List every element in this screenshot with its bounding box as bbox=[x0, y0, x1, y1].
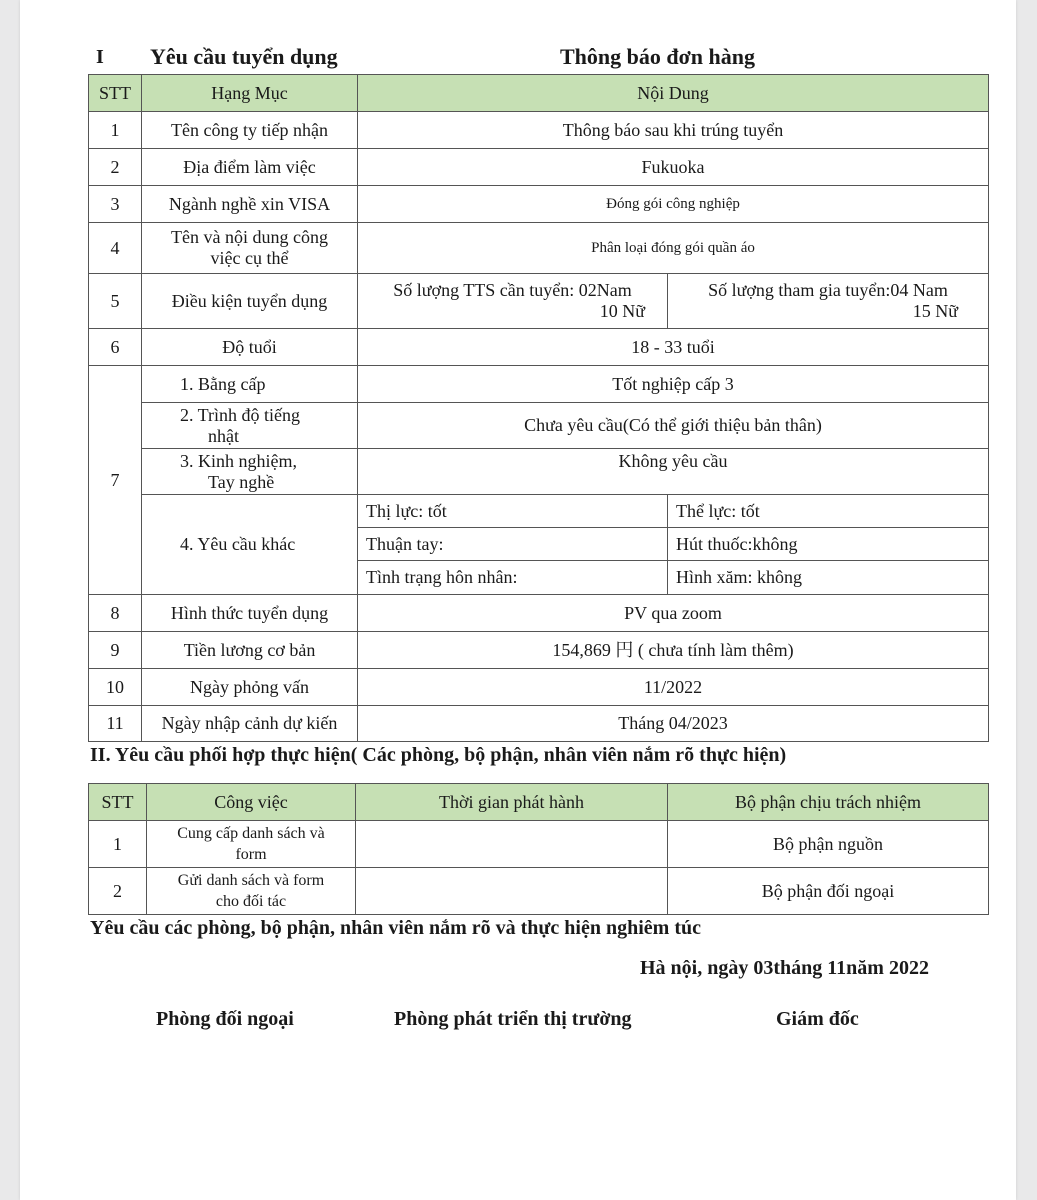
row-item: 1. Bằng cấp bbox=[142, 366, 358, 403]
row-content: Phân loại đóng gói quần áo bbox=[358, 223, 989, 274]
document-page bbox=[20, 0, 1016, 1200]
row-item bbox=[142, 223, 358, 274]
table-row bbox=[89, 706, 989, 742]
row-responsible-dept: Bộ phận nguồn bbox=[668, 821, 989, 868]
row-content: Không yêu cầu bbox=[358, 449, 989, 495]
row-task-line: Gửi danh sách và form bbox=[177, 872, 325, 889]
row-stt: 2 bbox=[89, 868, 147, 915]
row-task-line: cho đối tác bbox=[215, 893, 287, 910]
row-item-line: nhật bbox=[208, 425, 239, 446]
row-stt: 3 bbox=[89, 186, 142, 223]
other-requirement-cell: Thể lực: tốt bbox=[668, 495, 989, 528]
table-row bbox=[89, 274, 989, 329]
section-title: Yêu cầu tuyển dụng bbox=[150, 44, 338, 69]
row-content: Đóng gói công nghiệp bbox=[358, 186, 989, 223]
row-item: Địa điểm làm việc bbox=[142, 149, 358, 186]
table-row bbox=[89, 329, 989, 366]
header-release-time: Thời gian phát hành bbox=[356, 784, 668, 821]
row-item: Ngày phỏng vấn bbox=[142, 669, 358, 706]
trainee-quota-cell bbox=[358, 274, 668, 329]
row-item: Ngày nhập cảnh dự kiến bbox=[142, 706, 358, 742]
trainee-quota-line: Số lượng TTS cần tuyển: 02Nam bbox=[393, 280, 632, 300]
row-item: Độ tuổi bbox=[142, 329, 358, 366]
header-responsible-dept: Bộ phận chịu trách nhiệm bbox=[668, 784, 989, 821]
row-content: 11/2022 bbox=[358, 669, 989, 706]
header-stt: STT bbox=[89, 784, 147, 821]
row-item-line: 2. Trình độ tiếng bbox=[180, 404, 301, 425]
table-row bbox=[89, 186, 989, 223]
header-stt: STT bbox=[89, 75, 142, 112]
row-content: 154,869 円 ( chưa tính làm thêm) bbox=[358, 632, 989, 669]
row-task-line: form bbox=[235, 846, 267, 863]
table-row bbox=[89, 632, 989, 669]
other-requirement-cell: Tình trạng hôn nhân: bbox=[358, 561, 668, 595]
table-row bbox=[89, 223, 989, 274]
row-responsible-dept: Bộ phận đối ngoại bbox=[668, 868, 989, 915]
table-row bbox=[89, 403, 989, 449]
row-content: Thông báo sau khi trúng tuyển bbox=[358, 112, 989, 149]
row-content: Fukuoka bbox=[358, 149, 989, 186]
row-stt: 4 bbox=[89, 223, 142, 274]
coordination-table bbox=[88, 783, 989, 915]
signature-director: Giám đốc bbox=[776, 1008, 859, 1030]
section-number: I bbox=[96, 46, 104, 68]
date-line: Hà nội, ngày 03tháng 11năm 2022 bbox=[640, 957, 929, 979]
participant-quota-cell bbox=[668, 274, 989, 329]
row-stt: 2 bbox=[89, 149, 142, 186]
row-task-line: Cung cấp danh sách và bbox=[177, 825, 325, 842]
trainee-quota-line: 10 Nữ bbox=[599, 301, 645, 321]
row-content: Chưa yêu cầu(Có thể giới thiệu bản thân) bbox=[358, 403, 989, 449]
recruitment-table bbox=[88, 74, 989, 742]
row-stt: 11 bbox=[89, 706, 142, 742]
participant-quota-line: Số lượng tham gia tuyển:04 Nam bbox=[708, 280, 948, 300]
instruction-text: Yêu cầu các phòng, bộ phận, nhân viên nắm rõ và thực hiện nghiêm túc bbox=[90, 917, 701, 939]
table-row bbox=[89, 495, 989, 528]
row-item bbox=[142, 449, 358, 495]
row-stt: 7 bbox=[89, 366, 142, 595]
row-stt: 6 bbox=[89, 329, 142, 366]
row-stt: 8 bbox=[89, 595, 142, 632]
row-stt: 1 bbox=[89, 821, 147, 868]
table-row bbox=[89, 821, 989, 868]
row-item: Tên công ty tiếp nhận bbox=[142, 112, 358, 149]
row-release-time bbox=[356, 821, 668, 868]
row-item-line: 3. Kinh nghiệm, bbox=[180, 450, 297, 471]
row-item-line: Tay nghề bbox=[208, 471, 275, 492]
row-content: Tháng 04/2023 bbox=[358, 706, 989, 742]
row-item: Ngành nghề xin VISA bbox=[142, 186, 358, 223]
row-item: Tiền lương cơ bản bbox=[142, 632, 358, 669]
row-item bbox=[142, 403, 358, 449]
table-row bbox=[89, 366, 989, 403]
table-row bbox=[89, 868, 989, 915]
row-item: 4. Yêu cầu khác bbox=[142, 495, 358, 595]
table-row bbox=[89, 595, 989, 632]
other-requirement-cell: Thuận tay: bbox=[358, 528, 668, 561]
other-requirement-cell: Hút thuốc:không bbox=[668, 528, 989, 561]
signature-foreign-affairs: Phòng đối ngoại bbox=[156, 1008, 294, 1030]
row-stt: 1 bbox=[89, 112, 142, 149]
row-release-time bbox=[356, 868, 668, 915]
row-content: 18 - 33 tuổi bbox=[358, 329, 989, 366]
row-item: Hình thức tuyển dụng bbox=[142, 595, 358, 632]
signature-market-development: Phòng phát triển thị trường bbox=[394, 1008, 632, 1030]
table-header-row bbox=[89, 784, 989, 821]
section2-title: II. Yêu cầu phối hợp thực hiện( Các phòng, bộ phận, nhân viên nắm rõ thực hiện) bbox=[90, 744, 787, 766]
row-task bbox=[147, 821, 356, 868]
row-stt: 10 bbox=[89, 669, 142, 706]
header-content: Nội Dung bbox=[358, 75, 989, 112]
table-header-row bbox=[89, 75, 989, 112]
row-stt: 9 bbox=[89, 632, 142, 669]
row-item: Điều kiện tuyển dụng bbox=[142, 274, 358, 329]
table-row bbox=[89, 149, 989, 186]
header-item: Hạng Mục bbox=[142, 75, 358, 112]
table-row bbox=[89, 449, 989, 495]
participant-quota-line: 15 Nữ bbox=[912, 301, 958, 321]
other-requirement-cell: Hình xăm: không bbox=[668, 561, 989, 595]
table-row bbox=[89, 669, 989, 706]
row-content: Tốt nghiệp cấp 3 bbox=[358, 366, 989, 403]
row-item-line: Tên và nội dung công bbox=[171, 227, 328, 247]
notice-title: Thông báo đơn hàng bbox=[560, 44, 756, 69]
row-content: PV qua zoom bbox=[358, 595, 989, 632]
table-row bbox=[89, 112, 989, 149]
row-stt: 5 bbox=[89, 274, 142, 329]
row-item-line: việc cụ thể bbox=[210, 248, 289, 268]
header-task: Công việc bbox=[147, 784, 356, 821]
other-requirement-cell: Thị lực: tốt bbox=[358, 495, 668, 528]
row-task bbox=[147, 868, 356, 915]
